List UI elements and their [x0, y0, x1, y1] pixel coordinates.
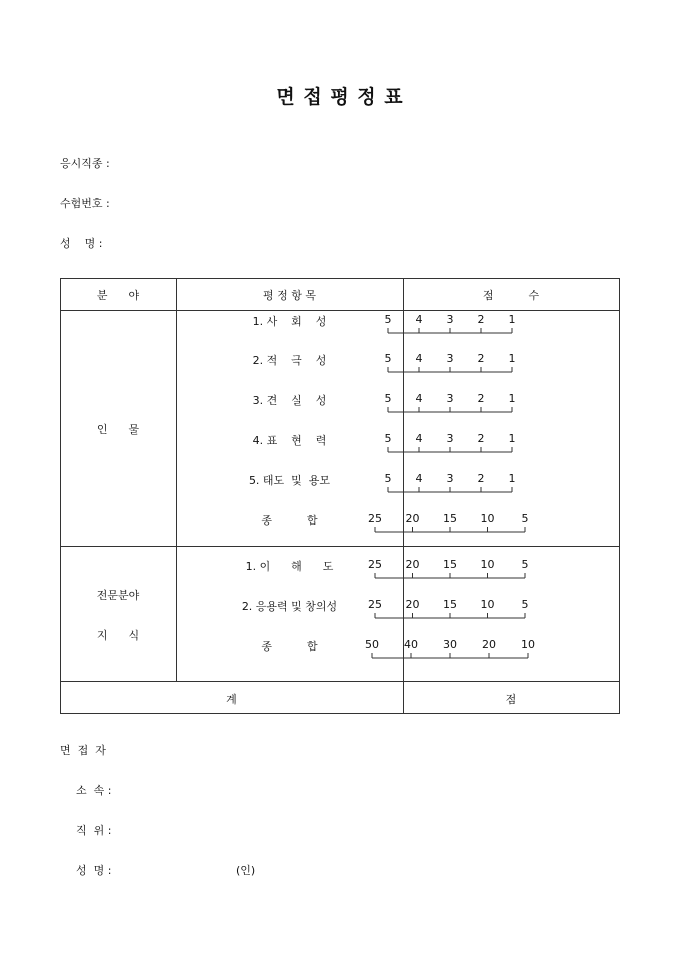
score-value: 10 [480, 558, 495, 571]
score-value: 25 [368, 512, 382, 525]
score-value: 5 [521, 558, 529, 571]
score-value: 2 [477, 313, 485, 326]
header-items: 평 정 항 목 [263, 289, 316, 302]
score-value: 1 [508, 352, 516, 365]
score-ruler [387, 327, 513, 335]
interviewer-position-label: 직 위 : [76, 824, 112, 837]
item-knowledge-total: 종 합 [261, 640, 318, 653]
exam-number-label: 수험번호 : [60, 197, 110, 210]
score-value: 3 [446, 313, 454, 326]
score-value: 50 [365, 638, 379, 651]
item-expression: 4. 표 현 력 [252, 434, 327, 447]
page-title: 면 접 평 정 표 [276, 86, 404, 108]
score-value: 5 [384, 432, 392, 445]
score-value: 20 [405, 512, 420, 525]
category-knowledge-line1: 전문분야 [96, 589, 140, 602]
score-value: 3 [446, 432, 454, 445]
interviewer-affiliation-label: 소 속 : [76, 784, 112, 797]
score-value: 15 [443, 558, 457, 571]
category-personality: 인 물 [96, 423, 140, 436]
score-value: 5 [521, 598, 529, 611]
interviewer-name-label: 성 명 : [76, 864, 112, 877]
score-ruler [374, 612, 526, 620]
score-value: 3 [446, 392, 454, 405]
score-value: 25 [368, 598, 382, 611]
score-value: 2 [477, 472, 485, 485]
applicant-name-label: 성 명 : [60, 237, 103, 250]
score-value: 4 [415, 352, 423, 365]
job-type-label: 응시직종 : [60, 157, 110, 170]
score-ruler [374, 572, 526, 580]
score-value: 1 [508, 432, 516, 445]
item-personality-total: 종 합 [261, 514, 318, 527]
score-ruler [387, 366, 513, 374]
score-value: 5 [384, 352, 392, 365]
total-label: 계 [226, 693, 237, 706]
score-value: 3 [446, 352, 454, 365]
score-value: 15 [443, 512, 457, 525]
score-value: 2 [477, 392, 485, 405]
item-initiative: 2. 적 극 성 [252, 354, 327, 367]
points-label: 점 [505, 693, 517, 706]
score-value: 25 [368, 558, 382, 571]
score-ruler [387, 486, 513, 494]
score-value: 5 [521, 512, 529, 525]
item-creativity: 2. 응용력 및 창의성 [241, 600, 338, 613]
score-value: 5 [384, 392, 392, 405]
header-score: 점 수 [482, 289, 540, 302]
score-value: 40 [404, 638, 418, 651]
score-value: 10 [521, 638, 535, 651]
item-sociability: 1. 사 회 성 [252, 315, 327, 328]
score-value: 2 [477, 432, 485, 445]
score-value: 1 [508, 392, 516, 405]
score-value: 4 [415, 432, 423, 445]
score-value: 4 [415, 313, 423, 326]
score-value: 30 [443, 638, 457, 651]
score-value: 20 [405, 598, 420, 611]
item-understanding: 1. 이 해 도 [245, 560, 334, 573]
score-value: 4 [415, 392, 423, 405]
score-value: 10 [480, 512, 495, 525]
score-value: 1 [508, 472, 516, 485]
score-value: 1 [508, 313, 516, 326]
score-ruler [374, 526, 526, 534]
score-value: 10 [480, 598, 495, 611]
score-value: 5 [384, 313, 392, 326]
score-ruler [371, 652, 529, 660]
item-attitude: 5. 태도 및 용모 [248, 474, 331, 487]
score-value: 3 [446, 472, 454, 485]
score-value: 2 [477, 352, 485, 365]
score-value: 15 [443, 598, 457, 611]
score-value: 20 [405, 558, 420, 571]
category-knowledge-line2: 지 식 [96, 629, 140, 642]
seal-label: (인) [236, 864, 256, 877]
evaluation-table [60, 278, 620, 714]
item-sincerity: 3. 견 실 성 [252, 394, 327, 407]
score-value: 5 [384, 472, 392, 485]
header-field: 분 야 [96, 289, 140, 302]
interviewer-heading: 면 접 자 [60, 744, 106, 757]
score-ruler [387, 406, 513, 414]
score-value: 20 [482, 638, 496, 651]
score-value: 4 [415, 472, 423, 485]
score-ruler [387, 446, 513, 454]
